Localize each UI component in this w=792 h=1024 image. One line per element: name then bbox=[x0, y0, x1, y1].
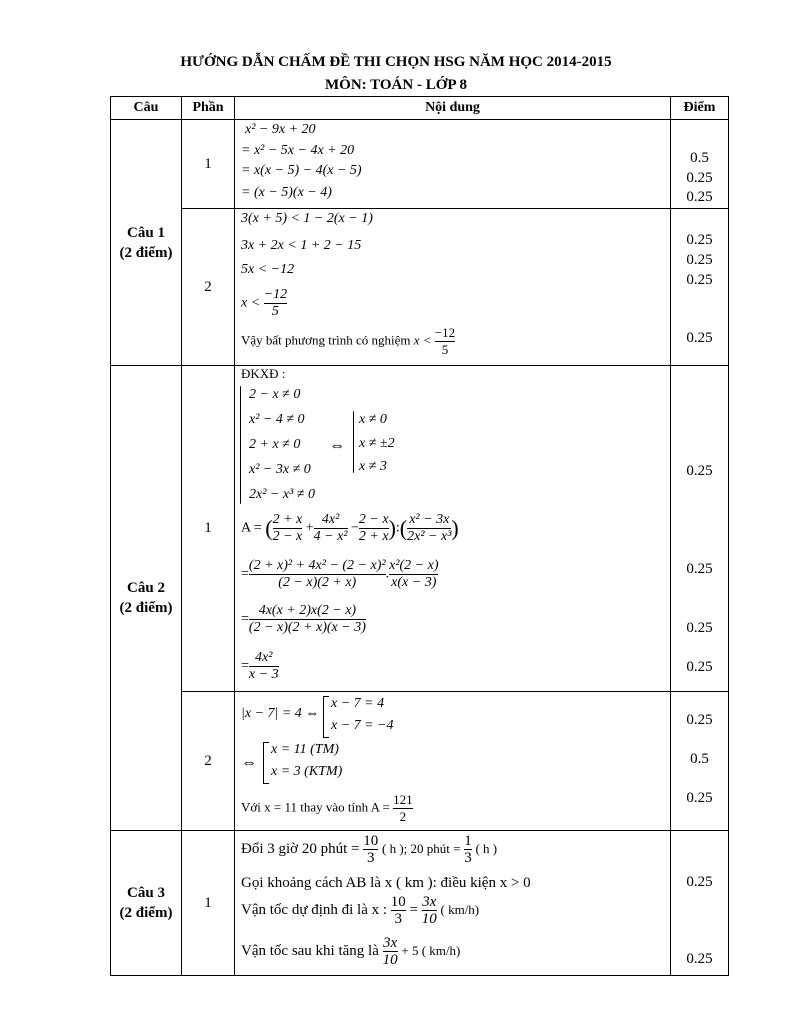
score-value: 0.5 bbox=[690, 751, 709, 767]
question-label: Câu 2 bbox=[127, 580, 165, 596]
math-line: 3(x + 5) < 1 − 2(x − 1) bbox=[241, 211, 373, 226]
math-expr: x < bbox=[413, 332, 432, 348]
numerator: 3x bbox=[383, 935, 398, 951]
denominator: 10 bbox=[382, 952, 398, 968]
substitution-text: Với x = 11 thay vào tính A = bbox=[241, 799, 390, 815]
condition: 2 − x ≠ 0 bbox=[249, 387, 301, 402]
expression-step: = $\frac{4x(x + 2)x(2 - x)}{(2 - x)(2 + x)(x - 3)}$ bbox=[241, 603, 366, 635]
numerator: 3x bbox=[422, 894, 437, 910]
text: Vận tốc dự định đi là x : bbox=[241, 901, 388, 918]
math-expr: x < bbox=[241, 295, 261, 311]
col-header-phan: Phần bbox=[182, 97, 235, 120]
result-condition: x ≠ 0 bbox=[359, 412, 387, 427]
equiv-symbol: ⇔ bbox=[329, 437, 345, 454]
math-line: x² − 9x + 20 bbox=[245, 122, 316, 137]
question-label: Câu 3 bbox=[127, 885, 165, 901]
numerator: x² − 3x bbox=[409, 512, 450, 527]
fraction bbox=[393, 792, 413, 825]
content-cell bbox=[235, 831, 671, 976]
content-cell bbox=[235, 120, 671, 209]
question-points: (2 điểm) bbox=[119, 600, 173, 616]
bracket-left bbox=[323, 696, 329, 738]
score-cell bbox=[671, 209, 729, 366]
text: Đổi 3 giờ 20 phút = bbox=[241, 840, 360, 857]
score-cell bbox=[671, 366, 729, 692]
content-cell bbox=[235, 209, 671, 366]
fraction bbox=[363, 833, 378, 866]
denominator: 3 bbox=[363, 849, 378, 866]
numerator: −12 bbox=[263, 287, 288, 302]
fraction bbox=[359, 512, 389, 545]
table-row bbox=[111, 692, 729, 831]
denominator: (2 − x)(2 + x)(x − 3) bbox=[248, 620, 366, 635]
paren: ( bbox=[399, 515, 408, 541]
denominator: 3 bbox=[391, 910, 406, 927]
numerator: 2 − x bbox=[358, 512, 389, 527]
math-line: 5x < −12 bbox=[241, 262, 295, 277]
denominator: 2 bbox=[393, 808, 413, 825]
score-value: 0.25 bbox=[686, 561, 713, 577]
score-value: 0.25 bbox=[686, 272, 713, 288]
score-value: 0.25 bbox=[686, 170, 713, 186]
equiv-symbol: ⇔ bbox=[241, 754, 257, 771]
question-label: Câu 1 bbox=[127, 224, 165, 241]
score-value: 0.25 bbox=[686, 463, 713, 479]
col-header-diem: Điểm bbox=[671, 97, 729, 120]
denominator: 2 − x bbox=[272, 529, 303, 544]
score-value: 0.25 bbox=[686, 712, 713, 728]
part-number: 1 bbox=[182, 120, 235, 209]
fraction bbox=[383, 935, 398, 968]
expression-step: = $\frac{\text{(2 + x)² + 4x² − (2 − x)²}}{(2 - x)(2 + x)}$ . $\frac{\text{x²(2 − x)}}{x(x - 3)}$ bbox=[241, 558, 439, 590]
solution: x = 11 (TM) bbox=[271, 742, 339, 757]
fraction bbox=[435, 325, 455, 358]
score-value: 0.25 bbox=[686, 252, 713, 268]
fraction bbox=[249, 603, 366, 636]
text: + 5 ( km/h) bbox=[401, 942, 461, 958]
part-number: 2 bbox=[182, 209, 235, 366]
numerator: 4x² bbox=[321, 512, 340, 527]
fraction bbox=[273, 512, 303, 545]
score-value: 0.25 bbox=[686, 874, 713, 890]
speed-line bbox=[241, 894, 479, 927]
math-line bbox=[241, 287, 287, 320]
question-points: (2 điểm) bbox=[119, 244, 173, 261]
denominator: 5 bbox=[435, 341, 455, 358]
denominator: x − 3 bbox=[248, 667, 279, 682]
fraction bbox=[464, 833, 472, 866]
document-subject: MÔN: TOÁN - LỚP 8 bbox=[325, 77, 467, 93]
part-number: 2 bbox=[182, 692, 235, 831]
denominator: 4 − x² bbox=[313, 529, 348, 544]
question-cell bbox=[111, 366, 182, 831]
condition: x² − 4 ≠ 0 bbox=[249, 412, 305, 427]
question-cell bbox=[111, 120, 182, 366]
numerator: 1 bbox=[464, 833, 472, 849]
document-title: HƯỚNG DẪN CHẤM ĐỀ THI CHỌN HSG NĂM HỌC 2014-2015 bbox=[180, 54, 612, 70]
text: Vận tốc sau khi tăng là bbox=[241, 942, 379, 959]
conclusion-line bbox=[241, 325, 455, 358]
paren: ) bbox=[451, 515, 459, 541]
condition: 2x² − x³ ≠ 0 bbox=[249, 487, 315, 502]
numerator: 10 bbox=[390, 894, 406, 910]
fraction bbox=[391, 894, 406, 927]
expression-step: = $\frac{\text{4x²}}{x - 3}$ bbox=[241, 650, 279, 682]
substitution-line bbox=[241, 792, 413, 825]
fraction bbox=[407, 512, 451, 545]
question-points: (2 điểm) bbox=[119, 905, 173, 921]
score-value: 0.25 bbox=[686, 189, 713, 205]
bracket-left bbox=[263, 742, 269, 784]
question-cell bbox=[111, 831, 182, 976]
condition: x² − 3x ≠ 0 bbox=[249, 462, 311, 477]
score-value: 0.5 bbox=[690, 150, 709, 166]
text: ( h ); 20 phút = bbox=[381, 840, 461, 856]
fraction bbox=[389, 558, 438, 591]
table-row bbox=[111, 366, 729, 692]
fraction bbox=[264, 287, 287, 320]
part-number: 1 bbox=[182, 366, 235, 692]
col-header-cau: Câu bbox=[111, 97, 182, 120]
numerator: x²(2 − x) bbox=[389, 558, 439, 573]
math-line: = x² − 5x − 4x + 20 bbox=[241, 143, 355, 158]
numerator: 2 + x bbox=[272, 512, 303, 527]
expression-a: A = ( $\frac{2 + x}{2 - x}$ + $\frac{\text{4x²}}{\text{4 − x²}}$ − $\frac{2 - x}{2 + x}$ ):( $\frac{\text{x² − 3x}}{\text{2x² − x³}}$ ) bbox=[241, 512, 459, 544]
numerator: 121 bbox=[393, 792, 413, 807]
content-cell bbox=[235, 692, 671, 831]
score-value: 0.25 bbox=[686, 330, 713, 346]
option: x − 7 = −4 bbox=[331, 718, 394, 733]
result-condition: x ≠ 3 bbox=[359, 459, 387, 474]
speed-line bbox=[241, 935, 460, 968]
math-line: = (x − 5)(x − 4) bbox=[241, 185, 332, 200]
numerator: 10 bbox=[363, 833, 379, 849]
fraction bbox=[422, 894, 437, 927]
score-value: 0.25 bbox=[686, 620, 713, 636]
denominator: 2 + x bbox=[358, 529, 389, 544]
numerator: 4x² bbox=[255, 650, 273, 665]
col-header-noidung: Nội dung bbox=[235, 97, 671, 120]
brace-left bbox=[353, 411, 354, 473]
denominator: 3 bbox=[464, 850, 472, 866]
abs-equation: |x − 7| = 4 ⇔ bbox=[241, 706, 320, 721]
numerator: (2 + x)² + 4x² − (2 − x)² bbox=[248, 558, 386, 573]
result-condition: x ≠ ±2 bbox=[359, 436, 395, 451]
fraction bbox=[249, 558, 386, 591]
table-row bbox=[111, 831, 729, 976]
denominator: 10 bbox=[421, 911, 437, 927]
content-cell bbox=[235, 366, 671, 692]
table-header-row bbox=[111, 97, 729, 120]
part-number: 1 bbox=[182, 831, 235, 976]
brace-left bbox=[240, 386, 241, 504]
dkxd-label: ĐKXĐ : bbox=[241, 366, 286, 381]
grading-table bbox=[110, 96, 729, 976]
denominator: 2x² − x³ bbox=[407, 529, 452, 544]
score-cell bbox=[671, 120, 729, 209]
score-value: 0.25 bbox=[686, 951, 713, 967]
denominator: x(x − 3) bbox=[389, 574, 438, 591]
denominator: 5 bbox=[264, 303, 287, 320]
score-cell bbox=[671, 831, 729, 976]
fraction bbox=[249, 650, 279, 683]
conversion-line bbox=[241, 833, 497, 866]
conclusion-text: Vậy bất phương trình có nghiệm bbox=[241, 332, 411, 348]
paren: ( bbox=[265, 515, 273, 541]
fraction bbox=[314, 512, 348, 545]
variable-line: Gọi khoảng cách AB là x ( km ): điều kiện x > 0 bbox=[241, 875, 531, 891]
solution: x = 3 (KTM) bbox=[271, 764, 343, 779]
math-line: 3x + 2x < 1 + 2 − 15 bbox=[241, 238, 362, 253]
paren: ) bbox=[388, 515, 396, 541]
score-cell bbox=[671, 692, 729, 831]
score-value: 0.25 bbox=[686, 232, 713, 248]
numerator: −12 bbox=[434, 325, 456, 340]
score-value: 0.25 bbox=[686, 659, 713, 675]
score-value: 0.25 bbox=[686, 790, 713, 806]
condition: 2 + x ≠ 0 bbox=[249, 437, 301, 452]
numerator: 4x(x + 2)x(2 − x) bbox=[258, 603, 357, 618]
math-line: = x(x − 5) − 4(x − 5) bbox=[241, 163, 362, 178]
text: ( km/h) bbox=[440, 901, 480, 917]
text: = bbox=[409, 901, 418, 918]
table-row bbox=[111, 120, 729, 209]
denominator: (2 − x)(2 + x) bbox=[249, 574, 386, 591]
a-label: A = bbox=[241, 520, 262, 536]
option: x − 7 = 4 bbox=[331, 696, 385, 711]
text: ( h ) bbox=[475, 840, 498, 856]
table-row bbox=[111, 209, 729, 366]
